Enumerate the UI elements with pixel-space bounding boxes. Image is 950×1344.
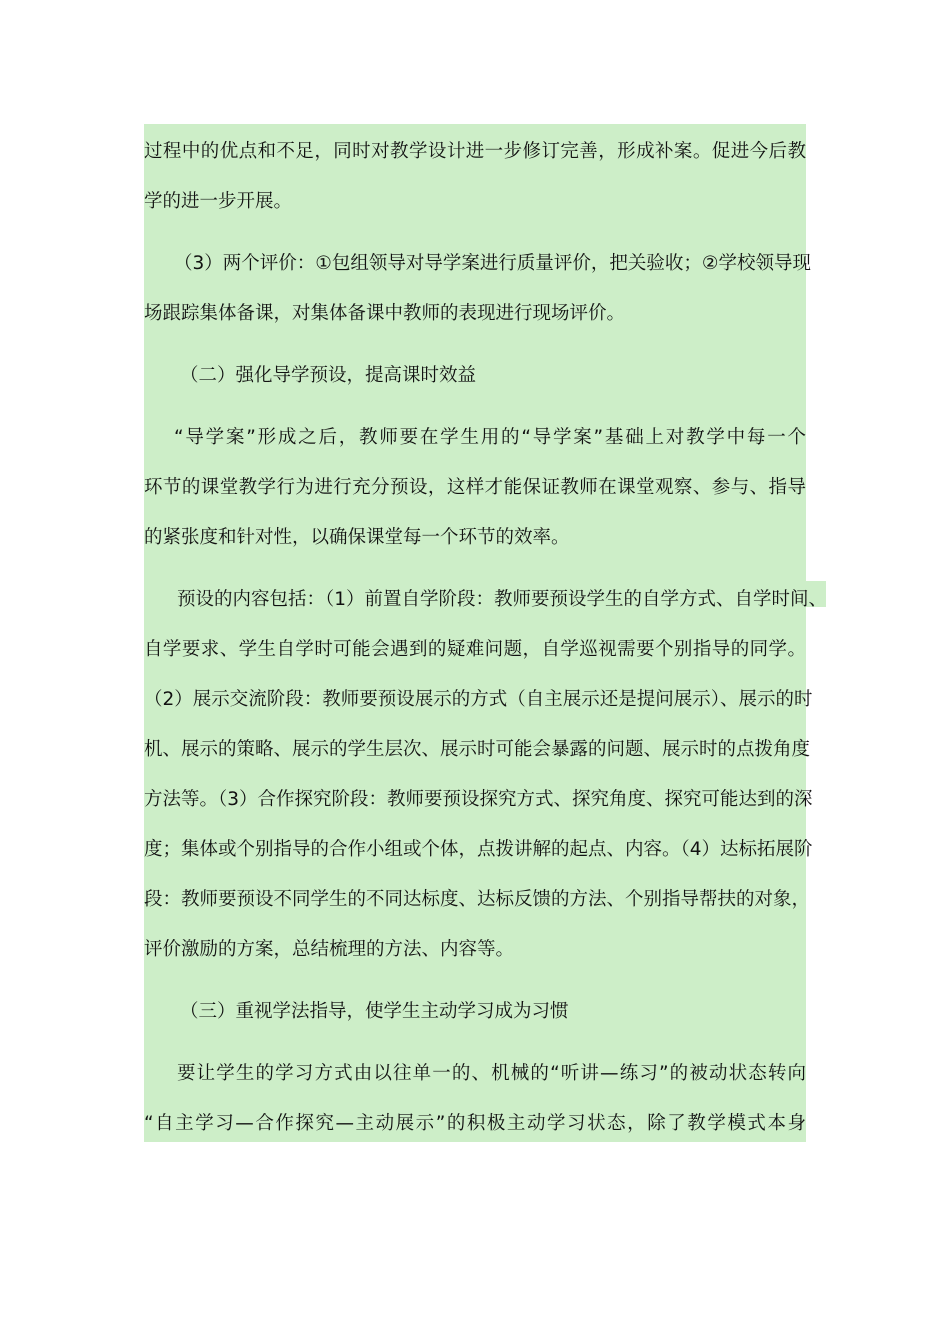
text-line: 环节的课堂教学行为进行充分预设，这样才能保证教师在课堂观察、参与、指导 bbox=[144, 477, 806, 498]
text-line: （3）两个评价：①包组领导对导学案进行质量评价，把关验收；②学校领导现 bbox=[174, 253, 811, 274]
text-line: 度；集体或个别指导的合作小组或个体，点拨讲解的起点、内容。（4）达标拓展阶 bbox=[144, 839, 813, 860]
text-line: 要让学生的学习方式由以往单一的、机械的“听讲—练习”的被动状态转向 bbox=[177, 1063, 806, 1084]
text-line: 机、展示的策略、展示的学生层次、展示时可能会暴露的问题、展示时的点拨角度 bbox=[144, 739, 811, 760]
text-line: 学的进一步开展。 bbox=[144, 191, 293, 212]
text-line: “导学案”形成之后，教师要在学生用的“导学案”基础上对教学中每一个 bbox=[174, 427, 806, 448]
text-line: 段：教师要预设不同学生的不同达标度、达标反馈的方法、个别指导帮扶的对象， bbox=[144, 889, 811, 910]
text-line: 预设的内容包括：（1）前置自学阶段：教师要预设学生的自学方式、自学时间、 bbox=[177, 589, 828, 610]
text-line: 场跟踪集体备课，对集体备课中教师的表现进行现场评价。 bbox=[144, 303, 626, 324]
text-line: （2）展示交流阶段：教师要预设展示的方式（自主展示还是提问展示）、展示的时 bbox=[144, 689, 813, 710]
text-line: 评价激励的方案，总结梳理的方法、内容等。 bbox=[144, 939, 515, 960]
text-line: “自主学习—合作探究—主动展示”的积极主动学习状态，除了教学模式本身 bbox=[144, 1113, 806, 1134]
text-line: 过程中的优点和不足，同时对教学设计进一步修订完善，形成补案。促进今后教 bbox=[144, 141, 806, 162]
section-heading: （二）强化导学预设，提高课时效益 bbox=[180, 365, 477, 386]
text-line: 自学要求、学生自学时可能会遇到的疑难问题，自学巡视需要个别指导的同学。 bbox=[144, 639, 806, 660]
text-line: 的紧张度和针对性，以确保课堂每一个环节的效率。 bbox=[144, 527, 570, 548]
section-heading: （三）重视学法指导，使学生主动学习成为习惯 bbox=[180, 1001, 569, 1022]
text-line: 方法等。（3）合作探究阶段：教师要预设探究方式、探究角度、探究可能达到的深 bbox=[144, 789, 813, 810]
